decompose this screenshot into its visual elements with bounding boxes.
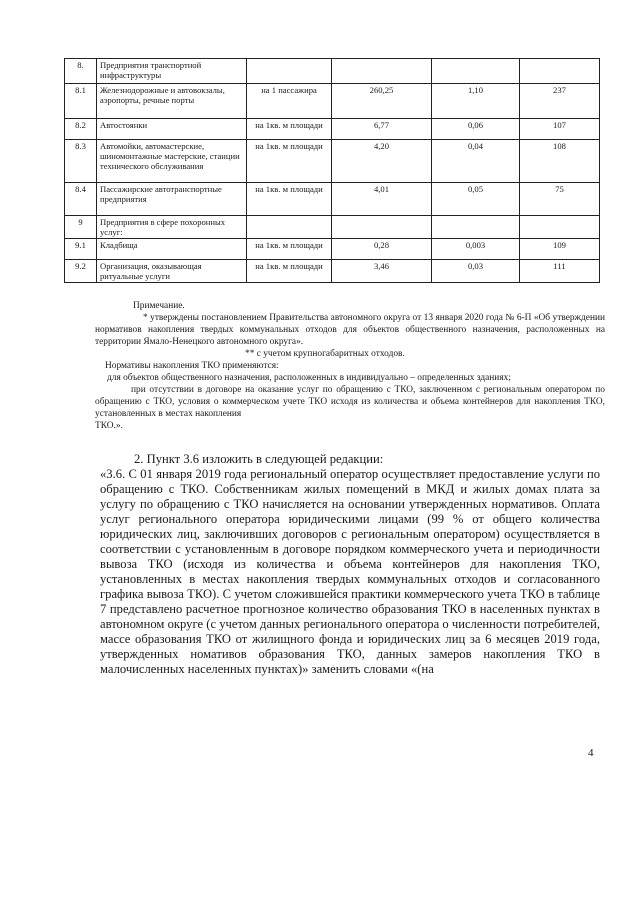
note-star-2: ** с учетом крупногабаритных отходов. (245, 349, 405, 359)
row-number: 8.4 (65, 183, 97, 216)
row-value-2: 0,003 (432, 239, 520, 260)
row-value-2: 0,06 (432, 119, 520, 140)
row-value-1: 6,77 (332, 119, 432, 140)
row-value-1: 4,01 (332, 183, 432, 216)
row-value-1 (332, 216, 432, 239)
row-number: 8. (65, 59, 97, 84)
table-row (65, 119, 600, 140)
row-name: Пассажирские автотранспортные предприятия (97, 183, 247, 216)
row-value-2: 1,10 (432, 84, 520, 119)
row-value-1: 3,46 (332, 260, 432, 283)
row-value-1 (332, 59, 432, 84)
row-value-3: 109 (520, 239, 600, 260)
table-row (65, 183, 600, 216)
row-value-3: 111 (520, 260, 600, 283)
row-value-2: 0,03 (432, 260, 520, 283)
note-for-objects: для объектов общественного назначения, расположенных в индивидуально – определенных зданиях; (107, 373, 511, 383)
row-value-3: 75 (520, 183, 600, 216)
row-number: 9.1 (65, 239, 97, 260)
note-apply: Нормативы накопления ТКО применяются: (105, 361, 279, 371)
row-number: 8.2 (65, 119, 97, 140)
row-unit: на 1кв. м площади (247, 239, 332, 260)
row-name: Предприятия в сфере похоронных услуг: (97, 216, 247, 239)
table-row (65, 239, 600, 260)
row-value-3: 108 (520, 140, 600, 183)
row-name: Железнодорожные и автовокзалы, аэропорты, речные порты (97, 84, 247, 119)
table-row (65, 260, 600, 283)
note-absent-contract: при отсутствии в договоре на оказание услуг по обращению с ТКО, заключенном с региональным оператором по обращению с ТКО, условия о коммерческом учете ТКО исходя из количества и объема контейнеров для накопления ТКО, установленных в местах накопления (95, 385, 605, 419)
page-number: 4 (588, 747, 594, 759)
row-value-2: 0,04 (432, 140, 520, 183)
row-number: 8.1 (65, 84, 97, 119)
row-name: Автомойки, автомастерские, шиномонтажные мастерские, станции технического обслуживания (97, 140, 247, 183)
row-unit (247, 216, 332, 239)
row-value-3: 237 (520, 84, 600, 119)
row-name: Автостоянки (97, 119, 247, 140)
notes-heading: Примечание. (133, 301, 185, 311)
table-row (65, 84, 600, 119)
row-value-3 (520, 216, 600, 239)
row-name: Организация, оказывающая ритуальные услуги (97, 260, 247, 283)
item-3-6-text: «3.6. С 01 января 2019 года региональный оператор осуществляет предоставление услуги по обращению с ТКО. Собственникам жилых помещений в МКД и жилых домах плата за услугу по обращению с ТКО начисляется на основании утвержденных нормативов. Оплата услуг регионального оператора юридическими лицами (99 % от общего количества юридических лиц, заключивших договоров с региональным оператором) осуществляется в соответствии с установленным в договоре порядком коммерческого учета и периодичности вывоза ТКО (исходя из количества и объема контейнеров для накопления ТКО, установленных в местах накопления твердых коммунальных отходов и согласованного графика вывоза ТКО). С учетом сложившейся практики коммерческого учета ТКО в таблице 7 представлено расчетное прогнозное количество образования ТКО в населенных пунктах в автономном округе (с учетом данных регионального оператора о численности потребителей, массе образования ТКО от жилищного фонда и юридических лиц за 6 месяцев 2019 года, утвержденных номативов образования ТКО, данных замеров накопления ТКО в малочисленных населенных пунктах)» заменить словами «(на (100, 467, 600, 676)
table-row (65, 216, 600, 239)
item-2-heading: 2. Пункт 3.6 изложить в следующей редакции: (134, 452, 384, 466)
row-value-2 (432, 216, 520, 239)
row-value-1: 0,28 (332, 239, 432, 260)
table-row (65, 140, 600, 183)
row-value-2: 0,05 (432, 183, 520, 216)
row-number: 8.3 (65, 140, 97, 183)
row-value-2 (432, 59, 520, 84)
notes-section (95, 300, 605, 432)
row-number: 9 (65, 216, 97, 239)
row-value-1: 4,20 (332, 140, 432, 183)
note-tail: ТКО.». (95, 421, 123, 431)
row-unit: на 1кв. м площади (247, 140, 332, 183)
row-unit: на 1кв. м площади (247, 260, 332, 283)
row-value-3: 107 (520, 119, 600, 140)
table-row (65, 59, 600, 84)
row-number: 9.2 (65, 260, 97, 283)
row-name: Кладбища (97, 239, 247, 260)
row-value-3 (520, 59, 600, 84)
norms-table (64, 58, 600, 283)
row-unit: на 1кв. м площади (247, 183, 332, 216)
row-unit: на 1кв. м площади (247, 119, 332, 140)
row-value-1: 260,25 (332, 84, 432, 119)
note-star-1: * утверждены постановлением Правительства автономного округа от 13 января 2020 года № 6-П «Об утверждении нормативов накопления твердых коммунальных отходов для объектов общественного назначения, расположенных на территории Ямало-Ненецкого автономного округа». (95, 313, 605, 347)
row-unit: на 1 пассажира (247, 84, 332, 119)
main-text (100, 452, 600, 677)
row-unit (247, 59, 332, 84)
row-name: Предприятия транспортной инфраструктуры (97, 59, 247, 84)
